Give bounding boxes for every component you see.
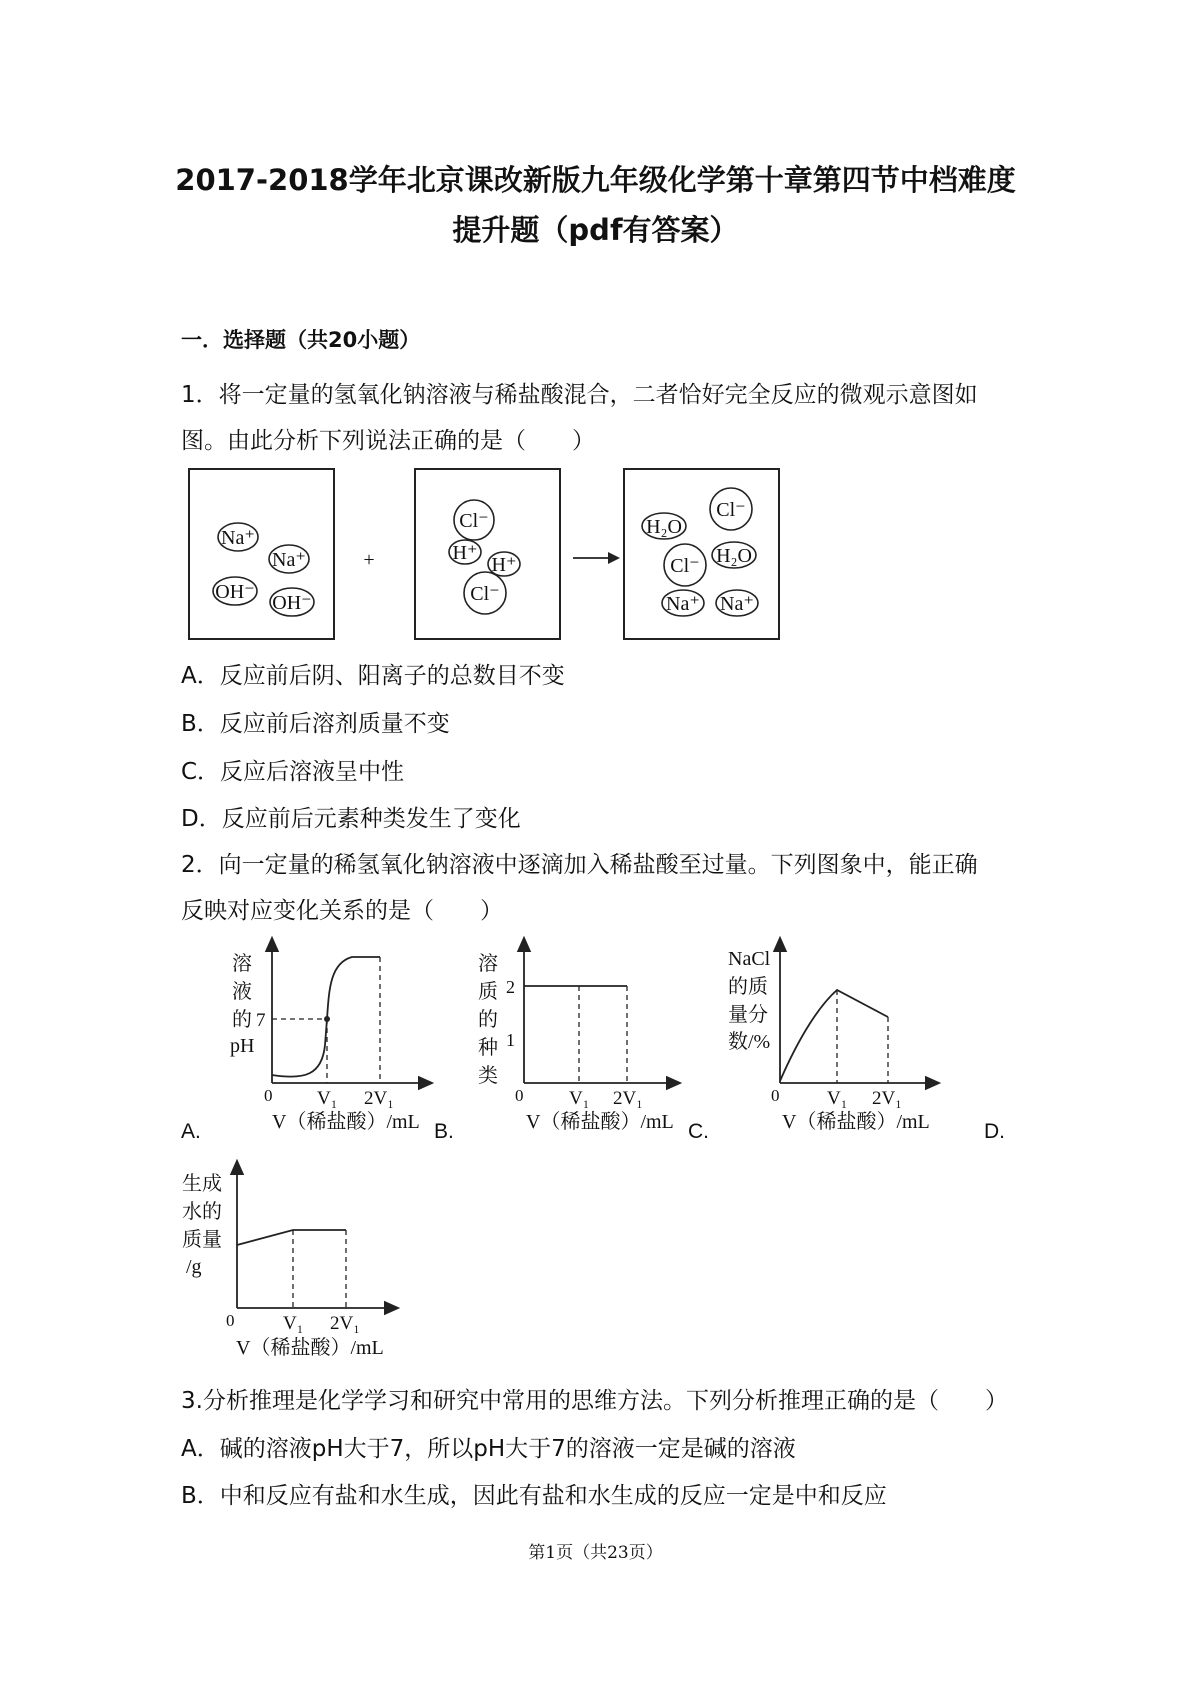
graph-d-ylabel: /g [186, 1256, 202, 1278]
q2-label-d: D. [984, 1120, 1005, 1143]
graph-d-ylabel: 生成 [182, 1173, 222, 1195]
section-heading: 一．选择题（共20小题） [181, 328, 421, 352]
q2-stem-line1: 2．向一定量的稀氢氧化钠溶液中逐滴加入稀盐酸至过量。下列图象中，能正确 [181, 852, 978, 878]
graph-c-xtick: V₁ [827, 1088, 848, 1109]
graph-a-ylabel: 溶 [232, 953, 252, 975]
graph-c-ylabel: 量分 [728, 1004, 768, 1026]
graph-d-ylabel: 质量 [182, 1229, 222, 1251]
graph-c-ylabel: 数/% [728, 1031, 771, 1053]
q2-label-c: C. [688, 1120, 709, 1143]
q1-option-a: A．反应前后阴、阳离子的总数目不变 [181, 663, 565, 689]
graph-c-origin: 0 [771, 1086, 780, 1105]
q1-option-b: B．反应前后溶剂质量不变 [181, 711, 450, 737]
q2-label-b: B. [434, 1120, 454, 1143]
graph-d-ylabel: 水的 [182, 1201, 222, 1223]
graph-c-curve [780, 990, 888, 1081]
q2-label-a: A. [181, 1120, 201, 1143]
reactant-box-naoh [189, 469, 334, 639]
q2-stem-line2: 反映对应变化关系的是（ ） [181, 898, 503, 924]
q1-option-d: D．反应前后元素种类发生了变化 [181, 806, 521, 832]
graph-a-tick-7: 7 [256, 1010, 266, 1031]
q1-reaction-diagram [180, 462, 800, 642]
graph-b-ylabel: 类 [478, 1065, 498, 1087]
reaction-arrow-head [608, 552, 620, 564]
ion-label: Na⁺ [221, 527, 255, 549]
graph-a-xlabel: V（稀盐酸）/mL [272, 1111, 420, 1133]
graph-d-xtick: 2V₁ [330, 1313, 360, 1334]
q3-stem-line1: 3.分析推理是化学学习和研究中常用的思维方法。下列分析推理正确的是（ ） [181, 1388, 1008, 1414]
graph-d-water-mass [180, 1158, 420, 1358]
graph-a-ylabel: 液 [232, 981, 252, 1003]
graph-d-line [237, 1230, 346, 1245]
graph-b-solute-kinds [478, 943, 675, 1133]
molecule-label: H₂O [646, 516, 682, 538]
molecule-label: H₂O [716, 545, 752, 567]
graph-c-ylabel: NaCl [728, 948, 771, 970]
graph-d-xlabel: V（稀盐酸）/mL [236, 1337, 384, 1358]
q3-option-a: A．碱的溶液pH大于7，所以pH大于7的溶液一定是碱的溶液 [181, 1436, 796, 1462]
q1-stem-line2: 图。由此分析下列说法正确的是（ ） [181, 428, 595, 454]
graph-b-xlabel: V（稀盐酸）/mL [526, 1111, 674, 1133]
graph-d-xtick: V₁ [283, 1313, 304, 1334]
plus-sign: + [363, 549, 375, 571]
graph-c-xtick: 2V₁ [872, 1088, 902, 1109]
ion-label: H⁺ [452, 542, 478, 564]
ion-label: Cl⁻ [459, 510, 489, 532]
graph-a-ylabel: pH [230, 1035, 255, 1057]
graph-a-ylabel: 的 [232, 1009, 252, 1031]
graph-b-ylabel: 溶 [478, 953, 498, 975]
graph-b-xtick: V₁ [569, 1088, 590, 1109]
q2-graphs [180, 935, 1020, 1165]
graph-a-xtick: 2V₁ [364, 1088, 394, 1109]
ion-label: Cl⁻ [470, 583, 500, 605]
page-footer: 第1页（共23页） [528, 1543, 663, 1563]
ion-label: Na⁺ [666, 593, 700, 615]
ion-label: OH⁻ [215, 581, 255, 603]
graph-a-ph [230, 943, 427, 1133]
graph-b-ylabel: 种 [478, 1037, 498, 1059]
graph-a-xtick: V₁ [317, 1088, 338, 1109]
ion-label: Cl⁻ [670, 555, 700, 577]
graph-c-xlabel: V（稀盐酸）/mL [782, 1111, 930, 1133]
ion-label: OH⁻ [272, 592, 312, 614]
ion-label: Na⁺ [272, 549, 306, 571]
graph-a-origin: 0 [264, 1086, 273, 1105]
graph-b-xtick: 2V₁ [613, 1088, 643, 1109]
q1-stem-line1: 1．将一定量的氢氧化钠溶液与稀盐酸混合，二者恰好完全反应的微观示意图如 [181, 382, 978, 408]
graph-a-point [324, 1016, 330, 1022]
ion-label: Na⁺ [720, 593, 754, 615]
graph-b-ylabel: 质 [478, 981, 498, 1003]
graph-d-origin: 0 [226, 1311, 235, 1330]
document-title-line2: 提升题（pdf有答案） [452, 213, 739, 247]
ion-label: Cl⁻ [716, 499, 746, 521]
graph-b-tick: 2 [506, 977, 515, 997]
q1-option-c: C．反应后溶液呈中性 [181, 759, 405, 785]
q3-option-b: B．中和反应有盐和水生成，因此有盐和水生成的反应一定是中和反应 [181, 1483, 887, 1509]
graph-b-tick: 1 [506, 1030, 515, 1050]
graph-c-ylabel: 的质 [728, 976, 768, 998]
graph-b-origin: 0 [515, 1086, 524, 1105]
ion-label: H⁺ [491, 554, 517, 576]
graph-b-ylabel: 的 [478, 1009, 498, 1031]
graph-c-nacl-fraction [728, 943, 934, 1133]
document-title-line1: 2017-2018学年北京课改新版九年级化学第十章第四节中档难度 [175, 163, 1016, 197]
